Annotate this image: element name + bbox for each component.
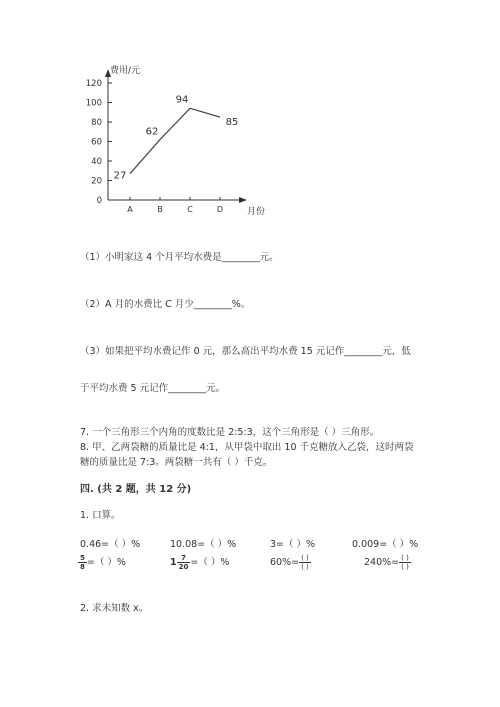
question-3-line-2: 于平均水费 5 元记作________元。: [80, 383, 226, 394]
data-label: 94: [175, 94, 189, 106]
data-label: 85: [225, 117, 239, 129]
data-label: 27: [113, 170, 127, 182]
y-tick-label: 40: [91, 157, 102, 167]
question-3-line-1: （3）如果把平均水费记作 0 元，那么高出平均水费 15 元记作________元，低: [80, 346, 411, 357]
question-8-line-1: 8. 甲、乙两袋糖的质量比是 4:1，从甲袋中取出 10 千克糖放入乙袋，这时两袋: [80, 442, 414, 453]
question-7: 7. 一个三角形三个内角的度数比是 2:5:3，这个三角形是（ ）三角形。: [80, 427, 380, 438]
x-tick-label: C: [187, 205, 193, 214]
calc-item-7: 60%= $\frac{( )}{( )}$: [270, 554, 309, 571]
blank-fraction: $\frac{( )}{( )}$: [401, 554, 409, 571]
calc-item-5: $\frac{5}{8}$ =（ ）%: [80, 554, 126, 571]
calc-item-2: 10.08=（ ）%: [170, 539, 237, 550]
calc-item-8: 240%= $\frac{( )}{( )}$: [364, 554, 409, 571]
calc-item-3: 3=（ ）%: [270, 539, 316, 550]
section-4-heading: 四. (共 2 题，共 12 分): [80, 484, 192, 495]
y-tick-label: 80: [91, 118, 102, 128]
y-axis-title: 费用/元: [110, 66, 141, 76]
question-2: （2）A 月的水费比 C 月少________%。: [80, 299, 251, 310]
y-tick-label: 20: [91, 176, 102, 187]
question-8-line-2: 糖的质量比是 7:3。两袋糖一共有（ ）千克。: [80, 457, 273, 468]
y-tick-label: 100: [85, 98, 102, 109]
blank-fraction: $\frac{( )}{( )}$: [301, 554, 309, 571]
fraction-7-20: $\frac{7}{20}$: [178, 554, 189, 571]
y-tick-label: 120: [85, 79, 102, 89]
x-tick-label: D: [216, 205, 224, 214]
calc-item-1: 0.46=（ ）%: [80, 539, 141, 550]
x-axis-title: 月份: [247, 207, 266, 217]
water-fee-line-chart: [60, 55, 280, 225]
question-1: （1）小明家这 4 个月平均水费是________元。: [80, 252, 279, 263]
calc-item-6: 1 $\frac{7}{20}$ =（ ）%: [170, 554, 230, 571]
section-4-sub-2: 2. 求未知数 x。: [80, 603, 149, 614]
y-tick-label: 0: [96, 196, 102, 206]
calc-item-4: 0.009=（ ）%: [352, 539, 419, 550]
section-4-sub-1: 1. 口算。: [80, 510, 121, 521]
series-line: [130, 108, 220, 173]
x-axis-arrow: [239, 197, 247, 203]
y-tick-label: 60: [91, 137, 102, 148]
x-tick-label: A: [127, 205, 133, 214]
data-label: 62: [145, 126, 159, 138]
fraction-5-8: $\frac{5}{8}$: [80, 554, 85, 571]
x-tick-label: B: [157, 205, 163, 214]
